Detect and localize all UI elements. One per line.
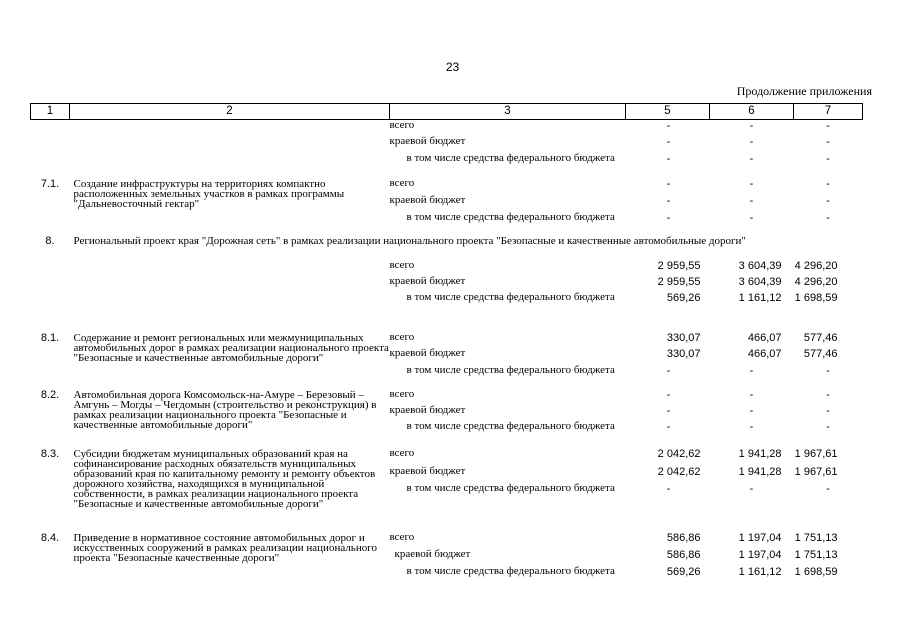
budget-label: в том числе средства федерального бюджета bbox=[406, 363, 615, 376]
continuation-note: Продолжение приложения bbox=[736, 84, 872, 98]
budget-label: в том числе средства федерального бюджета bbox=[406, 290, 615, 303]
value-col-7: 577,46 bbox=[803, 331, 838, 344]
value-col-6: - bbox=[749, 388, 754, 401]
budget-label: всего bbox=[389, 330, 415, 343]
item-number: 8.2. bbox=[40, 388, 60, 401]
value-col-6: 466,07 bbox=[747, 331, 782, 344]
value-col-6: - bbox=[749, 135, 754, 148]
budget-label: в том числе средства федерального бюджета bbox=[406, 151, 615, 164]
value-col-6: 1 161,12 bbox=[738, 565, 782, 578]
item-description: Автомобильная дорога Комсомольск-на-Амуре – Березовый – Амгунь – Могды – Чегдомын (строительство и реконструкция) в рамках реализации национального проекта "Безопасные и качественные автомобильные дороги" bbox=[73, 388, 377, 431]
row-gap bbox=[31, 318, 863, 332]
header-col-6: 6 bbox=[710, 104, 794, 120]
value-col-5: 586,86 bbox=[666, 548, 701, 561]
value-col-6: - bbox=[749, 404, 754, 417]
item-number: 8.3. bbox=[40, 447, 60, 460]
value-col-7: 4 296,20 bbox=[794, 275, 838, 288]
section-title: Региональный проект края "Дорожная сеть" в рамках реализации национального проекта "Безопасные и качественные автомобильные дороги" bbox=[73, 234, 746, 247]
value-col-6: - bbox=[749, 194, 754, 207]
row-gap bbox=[31, 524, 863, 532]
budget-label: всего bbox=[389, 258, 415, 271]
value-col-6: - bbox=[749, 482, 754, 495]
value-col-6: 3 604,39 bbox=[738, 275, 782, 288]
item-description: Создание инфраструктуры на территориях компактно расположенных земельных участков в рамках программы "Дальневосточный гектар" bbox=[73, 177, 345, 210]
budget-label: всего bbox=[389, 176, 415, 189]
value-col-5: 330,07 bbox=[666, 331, 701, 344]
header-col-2: 2 bbox=[70, 104, 390, 120]
budget-label: краевой бюджет bbox=[389, 346, 466, 359]
header-col-5: 5 bbox=[626, 104, 710, 120]
value-col-7: - bbox=[826, 194, 830, 207]
value-col-7: 1 967,61 bbox=[794, 465, 838, 478]
value-col-7: - bbox=[826, 120, 830, 132]
value-col-7: 577,46 bbox=[803, 347, 838, 360]
table-row bbox=[31, 389, 863, 405]
value-col-5: - bbox=[666, 404, 671, 417]
value-col-6: 1 161,12 bbox=[738, 291, 782, 304]
header-col-3: 3 bbox=[390, 104, 626, 120]
budget-label: краевой бюджет bbox=[389, 464, 466, 477]
item-number: 8. bbox=[45, 234, 55, 247]
table-row bbox=[31, 178, 863, 195]
page-number: 23 bbox=[445, 60, 460, 74]
budget-label: краевой бюджет bbox=[394, 547, 471, 560]
value-col-5: 586,86 bbox=[666, 531, 701, 544]
value-col-7: 1 751,13 bbox=[794, 548, 838, 561]
value-col-6: 1 197,04 bbox=[738, 531, 782, 544]
value-col-7: 1 698,59 bbox=[794, 565, 838, 578]
value-col-7: - bbox=[826, 388, 830, 401]
budget-label: всего bbox=[389, 446, 415, 459]
value-col-5: 330,07 bbox=[666, 347, 701, 360]
value-col-5: - bbox=[666, 364, 671, 377]
value-col-5: - bbox=[666, 120, 671, 132]
budget-label: всего bbox=[389, 119, 415, 131]
value-col-5: 569,26 bbox=[666, 565, 701, 578]
empty-cell bbox=[70, 260, 390, 318]
value-col-7: - bbox=[826, 404, 830, 417]
value-col-5: 569,26 bbox=[666, 291, 701, 304]
value-col-6: 3 604,39 bbox=[738, 259, 782, 272]
budget-label: в том числе средства федерального бюджета bbox=[406, 481, 615, 494]
value-col-7: - bbox=[826, 152, 830, 165]
item-number: 8.1. bbox=[40, 331, 60, 344]
value-col-5: - bbox=[666, 420, 671, 433]
value-col-6: 466,07 bbox=[747, 347, 782, 360]
value-col-7: 1 967,61 bbox=[794, 447, 838, 460]
budget-label: всего bbox=[389, 530, 415, 543]
value-col-6: - bbox=[749, 152, 754, 165]
item-description: Субсидии бюджетам муниципальных образований края на софинансирование расходных обязательств муниципальных образований края по капитальному ремонту и ремонту объектов дорожного хозяйства, находящихся в муниципальной собственности, в рамках реализации национального проекта "Безопасные и качественные автомобильные дороги" bbox=[73, 447, 376, 510]
value-col-6: - bbox=[749, 364, 754, 377]
item-number bbox=[31, 120, 70, 176]
value-col-5: - bbox=[666, 482, 671, 495]
value-col-7: 1 751,13 bbox=[794, 531, 838, 544]
value-col-5: - bbox=[666, 135, 671, 148]
value-col-6: - bbox=[749, 177, 754, 190]
value-col-5: - bbox=[666, 194, 671, 207]
value-col-7: - bbox=[826, 177, 830, 190]
value-col-7: 1 698,59 bbox=[794, 291, 838, 304]
table-row bbox=[31, 332, 863, 348]
value-col-6: 1 941,28 bbox=[738, 465, 782, 478]
value-col-6: 1 197,04 bbox=[738, 548, 782, 561]
section-row bbox=[31, 235, 863, 260]
value-col-7: 4 296,20 bbox=[794, 259, 838, 272]
value-col-5: 2 959,55 bbox=[657, 259, 701, 272]
table-body bbox=[31, 120, 863, 591]
table-row bbox=[31, 448, 863, 466]
budget-label: в том числе средства федерального бюджета bbox=[406, 210, 615, 223]
value-col-5: 2 959,55 bbox=[657, 275, 701, 288]
table-row bbox=[31, 120, 863, 136]
appendix-table bbox=[30, 103, 863, 591]
table-row bbox=[31, 532, 863, 549]
value-col-5: 2 042,62 bbox=[657, 447, 701, 460]
item-number: 8.4. bbox=[40, 531, 60, 544]
value-col-6: - bbox=[749, 120, 754, 132]
budget-label: краевой бюджет bbox=[389, 193, 466, 206]
empty-cell bbox=[31, 260, 70, 318]
value-col-7: - bbox=[826, 135, 830, 148]
budget-label: краевой бюджет bbox=[389, 134, 466, 147]
budget-label: всего bbox=[389, 387, 415, 400]
item-description: Содержание и ремонт региональных или межмуниципальных автомобильных дорог в рамках реализации национального проекта "Безопасные и качественные автомобильные дороги" bbox=[73, 331, 389, 364]
value-col-5: - bbox=[666, 177, 671, 190]
value-col-7: - bbox=[826, 420, 830, 433]
item-description bbox=[70, 120, 390, 176]
value-col-7: - bbox=[826, 364, 830, 377]
header-col-1: 1 bbox=[31, 104, 70, 120]
item-description: Приведение в нормативное состояние автомобильных дорог и искусственных сооружений в рамках реализации национального проекта "Безопасные качественные дороги" bbox=[73, 531, 377, 564]
budget-label: краевой бюджет bbox=[389, 274, 466, 287]
value-col-7: - bbox=[826, 482, 830, 495]
table-row bbox=[31, 260, 863, 276]
budget-label: в том числе средства федерального бюджета bbox=[406, 419, 615, 432]
value-col-6: 1 941,28 bbox=[738, 447, 782, 460]
value-col-5: - bbox=[666, 388, 671, 401]
header-row bbox=[31, 104, 863, 120]
value-col-5: - bbox=[666, 152, 671, 165]
value-col-5: - bbox=[666, 211, 671, 224]
budget-label: краевой бюджет bbox=[389, 403, 466, 416]
budget-label: в том числе средства федерального бюджета bbox=[406, 564, 615, 577]
value-col-5: 2 042,62 bbox=[657, 465, 701, 478]
value-col-6: - bbox=[749, 211, 754, 224]
value-col-7: - bbox=[826, 211, 830, 224]
value-col-6: - bbox=[749, 420, 754, 433]
header-col-7: 7 bbox=[794, 104, 863, 120]
item-number: 7.1. bbox=[40, 177, 60, 190]
